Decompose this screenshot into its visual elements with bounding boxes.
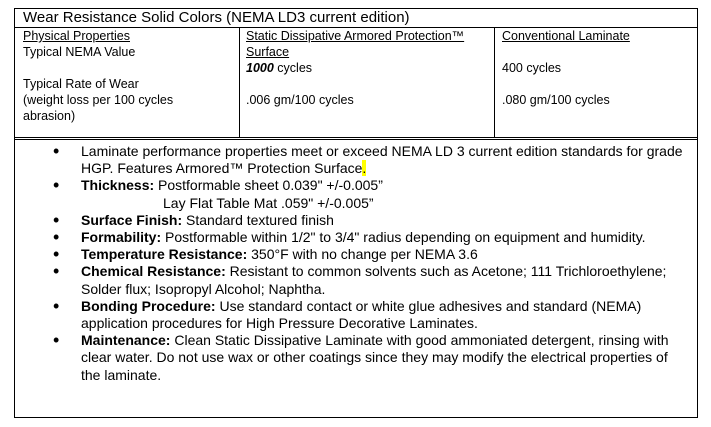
chemical-text: Resistant to common solvents such as Acetone; 111 Trichloroethylene; Solder flux; Isopropyl Alcohol; Naphtha. — [81, 263, 667, 297]
list-item-chemical — [81, 263, 697, 297]
list-item-maintenance — [81, 332, 697, 384]
static-dissipative-column — [240, 28, 495, 137]
intro-text: Laminate performance properties meet or exceed NEMA LD 3 current edition standards for grade HGP. Features Armored™ Protection Surface — [81, 143, 683, 177]
cycles-unit: cycles — [273, 61, 313, 75]
wear-rate-sublabel: (weight loss per 100 cycles — [23, 93, 174, 107]
maintenance-term: Maintenance: — [81, 332, 171, 349]
list-item-thickness — [81, 177, 697, 211]
thickness-line2: Lay Flat Table Mat .059" +/-0.005” — [163, 194, 374, 211]
feature-list — [15, 143, 697, 384]
formability-term: Formability: — [81, 229, 162, 246]
list-item-formability — [81, 229, 697, 246]
thickness-line1: Postformable sheet 0.039" +/-0.005” — [154, 177, 383, 194]
spec-sheet-table — [14, 8, 698, 418]
maintenance-text: Clean Static Dissipative Laminate with good ammoniated detergent, rinsing with clear water. Do not use wax or other coatings since they may modify the electrical properties of the laminate. — [81, 332, 669, 383]
static-dissipative-heading: Static Dissipative Armored Protection™ — [246, 29, 465, 43]
chemical-term: Chemical Resistance: — [81, 263, 226, 280]
bonding-text: Use standard contact or white glue adhesives and standard (NEMA) application procedures for High Pressure Decorative Laminates. — [81, 297, 642, 332]
finish-term: Surface Finish: — [81, 211, 183, 228]
wear-rate-sublabel-end: abrasion) — [23, 109, 76, 123]
finish-text: Standard textured finish — [182, 211, 334, 228]
bonding-term: Bonding Procedure: — [81, 297, 216, 314]
list-item-surface-finish — [81, 212, 697, 229]
temperature-term: Temperature Resistance: — [81, 246, 248, 263]
conventional-cycles: 400 cycles — [502, 61, 562, 75]
highlighted-period: . — [362, 160, 367, 177]
conventional-laminate-column — [495, 28, 697, 137]
static-dissipative-heading-line2: Surface — [246, 45, 290, 59]
static-dissipative-cycles — [246, 60, 494, 76]
thickness-term: Thickness: — [81, 177, 155, 194]
table-title: Wear Resistance Solid Colors (NEMA LD3 current edition) — [15, 9, 697, 28]
nema-value-label: Typical NEMA Value — [23, 45, 136, 59]
physical-properties-column — [15, 28, 240, 137]
temperature-text: 350°F with no change per NEMA 3.6 — [247, 246, 478, 263]
list-item-intro — [81, 143, 697, 177]
formability-text: Postformable within 1/2" to 3/4" radius depending on equipment and humidity. — [161, 229, 646, 246]
static-dissipative-wear: .006 gm/100 cycles — [246, 93, 354, 107]
list-item-bonding — [81, 298, 697, 332]
cycles-number: 1000 — [246, 61, 274, 75]
properties-table — [15, 28, 697, 140]
physical-properties-heading: Physical Properties — [23, 29, 130, 43]
list-item-temperature — [81, 246, 697, 263]
conventional-wear: .080 gm/100 cycles — [502, 93, 610, 107]
conventional-laminate-heading: Conventional Laminate — [502, 29, 630, 43]
wear-rate-label: Typical Rate of Wear — [23, 77, 139, 91]
